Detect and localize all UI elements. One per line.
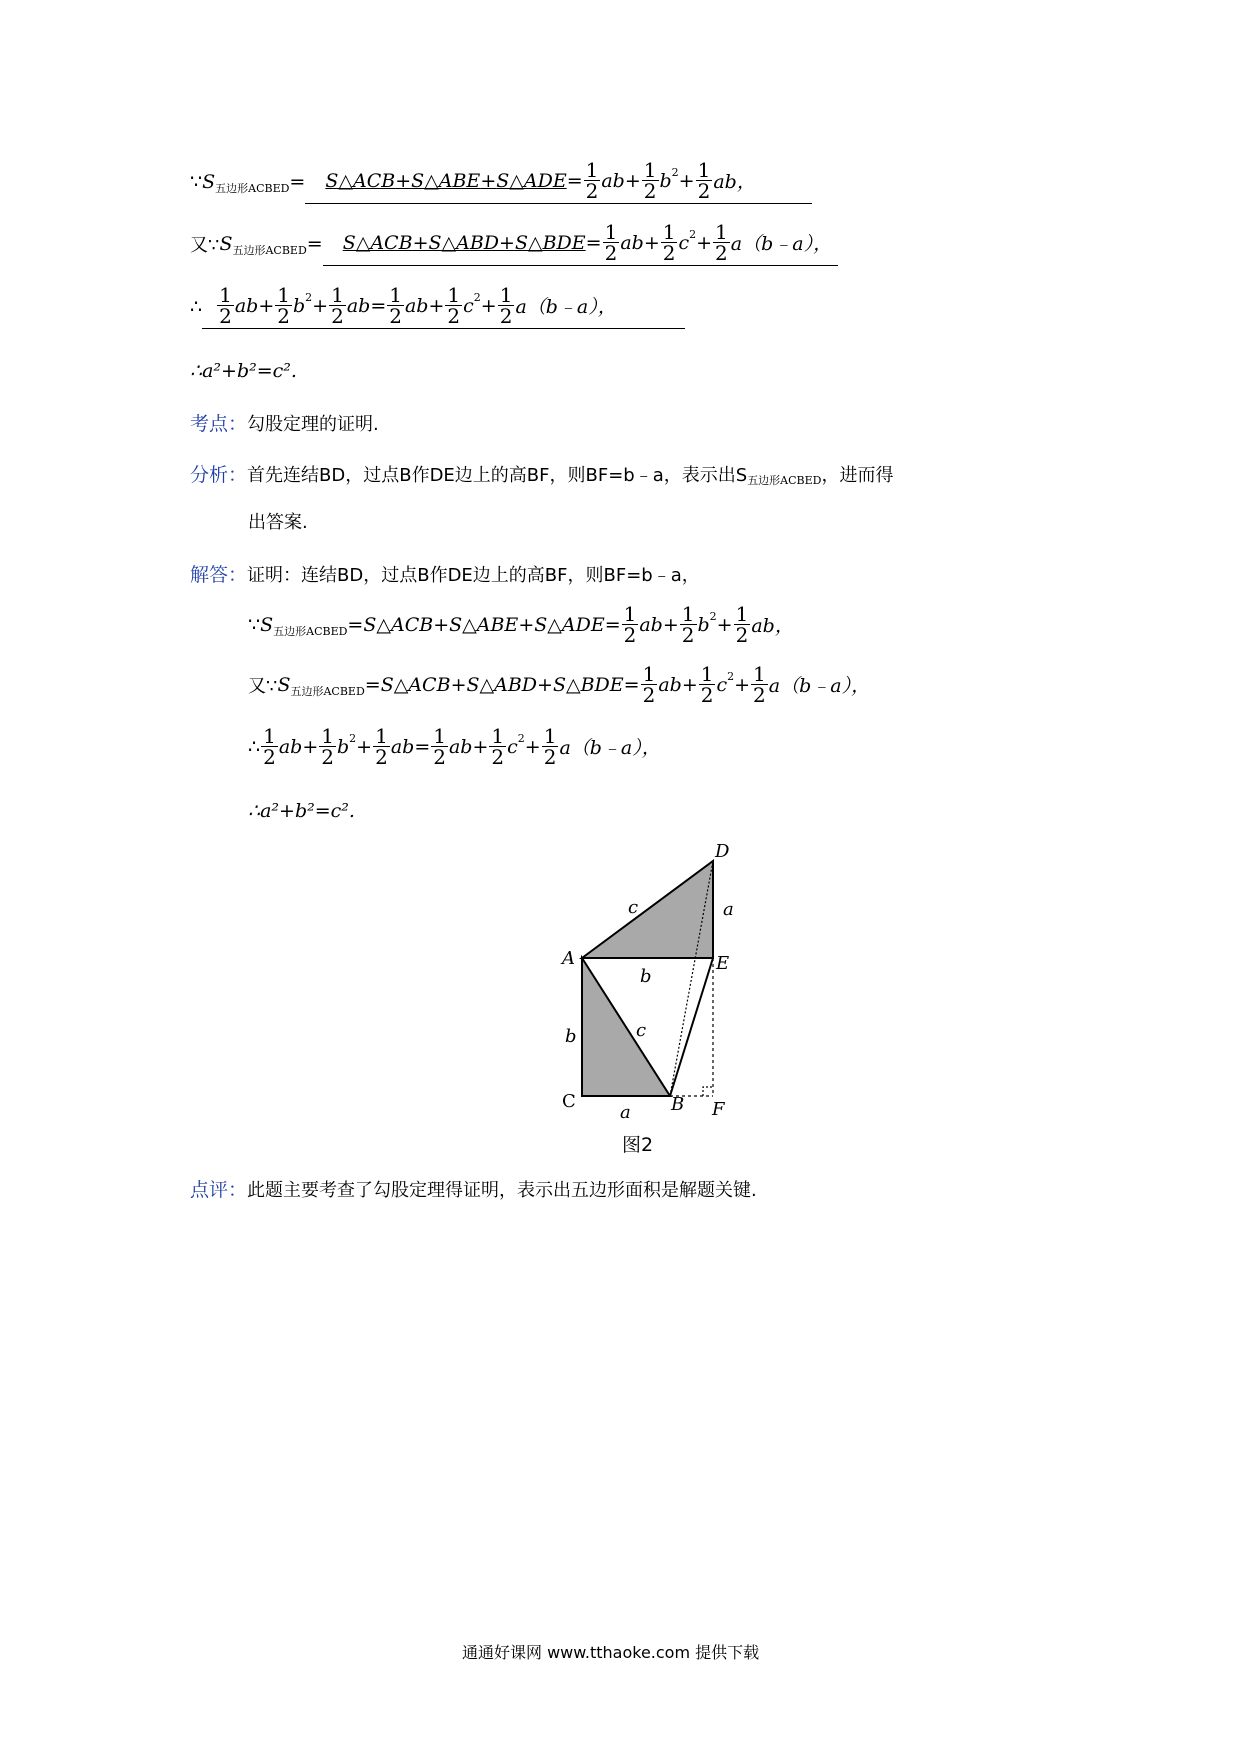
a-times-b-minus-a: a（b﹣a），: [559, 737, 661, 759]
answer-line-4: ∴a²+b²=c².: [190, 360, 297, 382]
answer-blank-1: [305, 160, 811, 204]
plus: +: [696, 231, 713, 254]
triangle-acb: [582, 958, 670, 1096]
pentagon-subscript: 五边形ACBED: [232, 244, 307, 257]
fraction-half: [217, 285, 234, 326]
also-because: 又∵: [248, 675, 278, 697]
plus: +: [524, 735, 541, 758]
frac-num: 1: [263, 724, 276, 748]
fraction-half: [275, 285, 292, 326]
frac-num: 1: [604, 220, 618, 244]
label-b-mid: b: [640, 966, 652, 987]
fraction-half: [713, 222, 730, 263]
label-c-hyp-top: c: [628, 897, 639, 918]
a-times-b-minus-a: a（b﹣a），: [730, 233, 833, 255]
frac-den: 2: [735, 623, 749, 647]
fraction-half: [431, 726, 448, 767]
fenxi-row-2: 出答案.: [248, 512, 308, 533]
square-exponent: 2: [473, 291, 481, 304]
c-term: c: [716, 673, 728, 696]
plus: +: [412, 231, 429, 254]
fenxi-text: 首先连结BD，过点B作DE边上的高BF，则BF=b﹣a，表示出S: [247, 464, 748, 486]
pentagon-subscript: 五边形ACBED: [273, 624, 348, 638]
fraction-half: [373, 726, 390, 767]
proof-line-1: [248, 604, 794, 645]
term-acb: S△ACB: [380, 673, 451, 696]
ab-term: ab，: [713, 171, 756, 193]
area-symbol: S: [277, 673, 291, 696]
label-a-bottom: a: [620, 1102, 631, 1123]
segment-be: [670, 958, 713, 1096]
frac-den: 2: [375, 745, 388, 769]
frac-num: 1: [491, 724, 505, 748]
jieda-text: 证明：连结BD，过点B作DE边上的高BF，则BF=b﹣a，: [247, 564, 700, 586]
fenxi-row: [190, 460, 893, 487]
square-exponent: 2: [671, 166, 679, 179]
term-acb: S△ACB: [363, 613, 434, 636]
ab-term: ab: [404, 294, 429, 317]
frac-num: 1: [447, 283, 461, 307]
fraction-half: [261, 726, 278, 767]
fraction-half: [734, 604, 751, 645]
frac-num: 1: [331, 283, 344, 307]
plus: +: [480, 169, 497, 192]
answer-line-2: [190, 222, 838, 266]
fenxi-label: 分析：: [190, 464, 248, 486]
answer-blank-2: [323, 222, 838, 266]
plus: +: [480, 294, 497, 317]
frac-den: 2: [681, 623, 695, 647]
frac-den: 2: [753, 683, 766, 707]
equals-sign: =: [585, 231, 602, 254]
plus: +: [450, 673, 467, 696]
equals-sign: =: [306, 233, 323, 255]
equals-sign: =: [370, 294, 387, 317]
a-times-b-minus-a: a（b﹣a），: [768, 675, 871, 697]
plus: +: [518, 613, 535, 636]
fraction-half: [603, 222, 620, 263]
fraction-half: [329, 285, 346, 326]
right-angle-mark: [703, 1087, 713, 1096]
answer-line-1: [190, 160, 812, 204]
therefore-symbol: ∴: [248, 735, 261, 758]
label-d: D: [715, 841, 730, 862]
square-exponent: 2: [727, 670, 735, 683]
frac-den: 2: [277, 304, 290, 328]
equals-sign: =: [604, 613, 621, 636]
plus: +: [537, 673, 553, 696]
plus: +: [395, 169, 412, 192]
plus: +: [734, 673, 751, 696]
square-exponent: 2: [689, 228, 697, 241]
frac-den: 2: [662, 241, 676, 265]
frac-den: 2: [263, 745, 276, 769]
frac-num: 1: [321, 724, 334, 748]
fraction-half: [319, 726, 336, 767]
frac-den: 2: [715, 241, 728, 265]
jieda-label: 解答：: [190, 564, 248, 586]
plus: +: [624, 169, 641, 192]
pentagon-subscript: 五边形ACBED: [215, 182, 290, 195]
term-acb: S△ACB: [325, 169, 396, 192]
frac-den: 2: [491, 745, 505, 769]
frac-den: 2: [321, 745, 334, 769]
fraction-half: [584, 160, 601, 201]
frac-num: 1: [662, 220, 676, 244]
also-because: 又∵: [190, 235, 220, 256]
frac-den: 2: [585, 179, 599, 203]
ab-term: ab: [234, 294, 259, 317]
frac-num: 1: [499, 283, 513, 307]
area-symbol: S: [219, 233, 233, 255]
frac-num: 1: [642, 662, 656, 686]
frac-num: 1: [543, 724, 557, 748]
frac-num: 1: [375, 724, 388, 748]
proof-line-3: [248, 726, 661, 767]
equals-sign: =: [347, 613, 364, 636]
c-term: c: [463, 294, 474, 317]
geometry-figure: [550, 835, 750, 1125]
dianping-text: 此题主要考查了勾股定理得证明，表示出五边形面积是解题关键.: [247, 1179, 757, 1201]
b-term: b: [292, 294, 306, 317]
frac-den: 2: [219, 304, 232, 328]
frac-num: 1: [700, 662, 714, 686]
frac-den: 2: [643, 179, 657, 203]
ab-term: ab: [658, 673, 682, 696]
a-times-b-minus-a: a（b﹣a），: [515, 296, 617, 318]
label-f: F: [712, 1099, 725, 1120]
answer-line-3: [190, 285, 685, 329]
fraction-half: [642, 160, 659, 201]
fraction-half: [445, 285, 462, 326]
plus: +: [662, 613, 679, 636]
plus: +: [681, 673, 698, 696]
label-b: B: [671, 1094, 685, 1115]
term-acb: S△ACB: [342, 231, 413, 254]
fraction-half: [641, 664, 658, 705]
frac-num: 1: [219, 283, 232, 307]
proof-conclusion: ∴a²+b²=c².: [248, 800, 355, 822]
c-term: c: [678, 231, 690, 254]
pentagon-subscript: 五边形ACBED: [290, 684, 365, 698]
term-abe: S△ABE: [449, 613, 519, 636]
frac-num: 1: [681, 602, 695, 626]
dianping-row: [190, 1175, 757, 1202]
plus: +: [433, 613, 450, 636]
plus: +: [643, 231, 660, 254]
plus: +: [472, 735, 489, 758]
frac-num: 1: [389, 283, 402, 307]
ab-term: ab: [390, 735, 415, 758]
term-ade: S△ADE: [534, 613, 605, 636]
fraction-half: [699, 664, 716, 705]
ab-term: ab: [278, 735, 303, 758]
term-bde: S△BDE: [514, 231, 586, 254]
fraction-half: [387, 285, 404, 326]
therefore-symbol: ∴: [190, 296, 203, 318]
label-b-left: b: [565, 1026, 577, 1047]
frac-num: 1: [643, 158, 657, 182]
frac-den: 2: [604, 241, 618, 265]
frac-num: 1: [277, 283, 290, 307]
because-symbol: ∵: [248, 613, 261, 636]
b-term: b: [697, 613, 710, 636]
label-a: A: [562, 948, 575, 969]
frac-den: 2: [642, 683, 656, 707]
frac-num: 1: [585, 158, 599, 182]
frac-den: 2: [447, 304, 461, 328]
term-bde: S△BDE: [552, 673, 624, 696]
frac-num: 1: [735, 602, 749, 626]
frac-num: 1: [715, 220, 728, 244]
proof-line-2: [248, 664, 870, 705]
fenxi-text-end: ，进而得: [821, 464, 894, 486]
square-exponent: 2: [709, 610, 717, 623]
frac-num: 1: [623, 602, 637, 626]
fraction-half: [489, 726, 506, 767]
equals-sign: =: [289, 171, 306, 193]
kaodian-row: [190, 409, 379, 436]
plus: +: [499, 231, 515, 254]
answer-blank-3: [202, 285, 685, 329]
frac-den: 2: [499, 304, 513, 328]
label-a-right: a: [723, 899, 734, 920]
plus: +: [716, 613, 733, 636]
fraction-half: [542, 726, 559, 767]
label-e: E: [716, 953, 730, 974]
page-footer: 通通好课网 www.tthaoke.com 提供下载: [462, 1643, 760, 1662]
term-ade: S△ADE: [496, 169, 567, 192]
pentagon-subscript: 五边形ACBED: [747, 473, 822, 487]
jieda-row: [190, 560, 700, 587]
frac-den: 2: [700, 683, 714, 707]
fraction-half: [696, 160, 713, 201]
square-exponent: 2: [305, 291, 313, 304]
because-symbol: ∵: [190, 171, 203, 193]
equals-sign: =: [623, 673, 640, 696]
equals-sign: =: [364, 673, 381, 696]
kaodian-label: 考点：: [190, 413, 248, 435]
figure-caption: 图2: [622, 1134, 654, 1156]
fraction-half: [751, 664, 768, 705]
term-abd: S△ABD: [466, 673, 538, 696]
frac-den: 2: [623, 623, 637, 647]
label-c-mid: c: [636, 1020, 647, 1041]
frac-den: 2: [433, 745, 446, 769]
plus: +: [258, 294, 275, 317]
plus: +: [678, 169, 695, 192]
frac-den: 2: [543, 745, 557, 769]
area-symbol: S: [260, 613, 274, 636]
plus: +: [356, 735, 373, 758]
b-term: b: [336, 735, 350, 758]
dianping-label: 点评：: [190, 1179, 248, 1201]
term-abe: S△ABE: [411, 169, 481, 192]
plus: +: [312, 294, 329, 317]
term-abd: S△ABD: [428, 231, 500, 254]
frac-den: 2: [389, 304, 402, 328]
fraction-half: [498, 285, 515, 326]
triangle-ade: [582, 861, 713, 958]
b-term: b: [659, 169, 672, 192]
label-c: C: [562, 1091, 576, 1112]
equals-sign: =: [566, 169, 583, 192]
frac-num: 1: [753, 662, 766, 686]
kaodian-text: 勾股定理的证明.: [247, 413, 379, 435]
square-exponent: 2: [517, 732, 525, 745]
plus: +: [302, 735, 319, 758]
fraction-half: [661, 222, 678, 263]
ab-term: ab: [639, 613, 663, 636]
ab-term: ab，: [751, 615, 794, 637]
frac-den: 2: [331, 304, 344, 328]
equals-sign: =: [414, 735, 431, 758]
ab-term: ab: [601, 169, 625, 192]
c-term: c: [507, 735, 518, 758]
frac-num: 1: [433, 724, 446, 748]
ab-term: ab: [448, 735, 473, 758]
ab-term: ab: [620, 231, 644, 254]
ab-term: ab: [346, 294, 371, 317]
fraction-half: [622, 604, 639, 645]
plus: +: [428, 294, 445, 317]
square-exponent: 2: [349, 732, 357, 745]
area-symbol: S: [202, 171, 216, 193]
fraction-half: [680, 604, 697, 645]
frac-den: 2: [697, 179, 711, 203]
frac-num: 1: [697, 158, 711, 182]
